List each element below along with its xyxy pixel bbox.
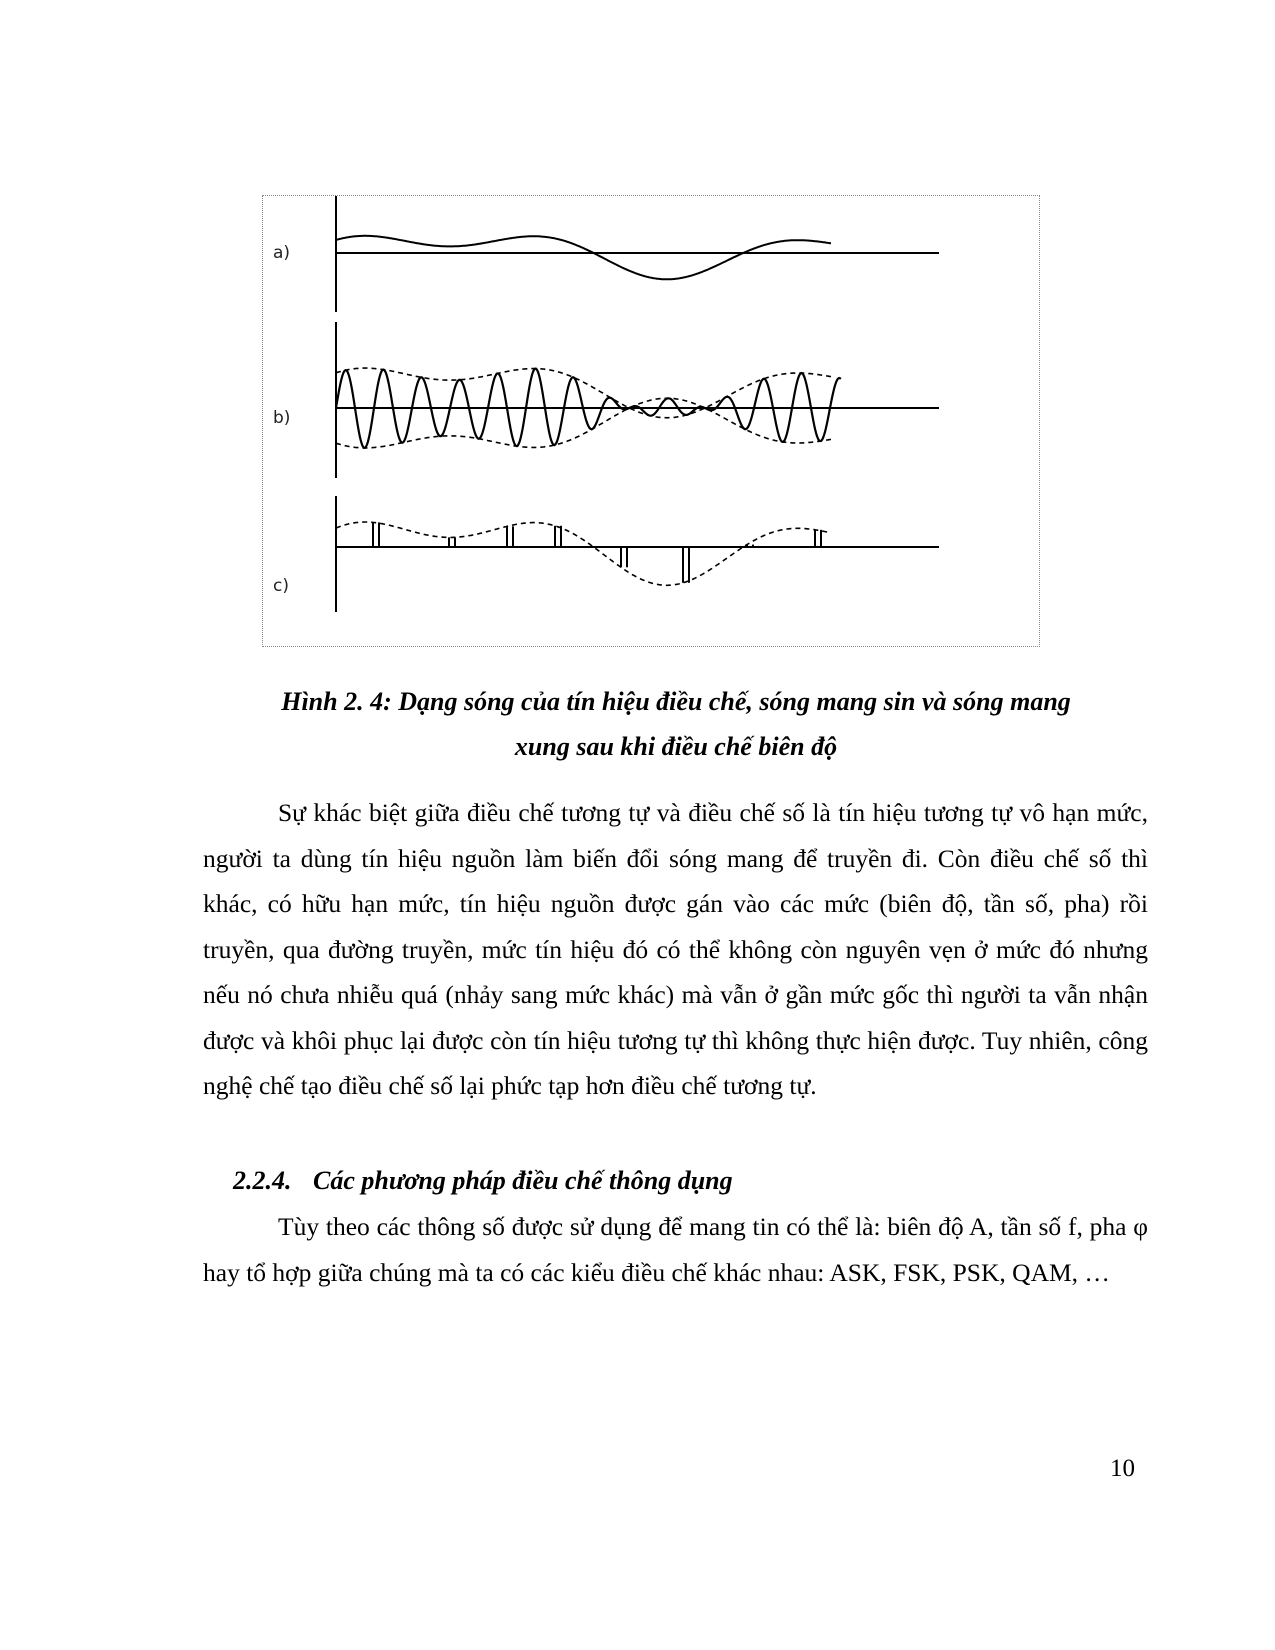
pulse-train bbox=[373, 522, 821, 582]
modulation-waveform-figure bbox=[262, 195, 1040, 647]
panel-label-a: a) bbox=[273, 243, 291, 263]
panel-label-b: b) bbox=[273, 408, 291, 428]
paragraph-1-text: Sự khác biệt giữa điều chế tương tự và điều chế số là tín hiệu tương tự vô hạn mức, người ta dùng tín hiệu nguồn làm biến đổi sóng mang để truyền đi. Còn điều chế số thì khác, có hữu hạn mức, tín hiệu nguồn được gán vào các mức (biên độ, tần số, pha) rồi truyền, qua đường truyền, mức tín hiệu đó có thể không còn nguyên vẹn ở mức đó nhưng nếu nó chưa nhiễu quá (nhảy sang mức khác) mà vẫn ở gần mức gốc thì người ta vẫn nhận được và khôi phục lại được còn tín hiệu tương tự thì không thực hiện được. Tuy nhiên, công nghệ chế tạo điều chế số lại phức tạp hơn điều chế tương tự. bbox=[203, 798, 1148, 1100]
paragraph-2-text: Tùy theo các thông số được sử dụng để mang tin có thể là: biên độ A, tần số f, pha φ hay tổ hợp giữa chúng mà ta có các kiểu điều chế khác nhau: ASK, FSK, PSK, QAM, … bbox=[203, 1212, 1148, 1287]
section-heading bbox=[233, 1161, 733, 1201]
section-number: 2.2.4. bbox=[233, 1166, 292, 1195]
panel-label-c: c) bbox=[273, 576, 289, 596]
section-title: Các phương pháp điều chế thông dụng bbox=[313, 1166, 733, 1195]
paragraph-2 bbox=[203, 1204, 1148, 1295]
paragraph-1 bbox=[203, 790, 1148, 1109]
modulating-signal-curve bbox=[336, 236, 831, 279]
figure-caption-line-2: xung sau khi điều chế biên độ bbox=[514, 732, 838, 761]
pulse-envelope-dashed bbox=[336, 522, 831, 585]
figure-caption-line-1: Hình 2. 4: Dạng sóng của tín hiệu điều chế, sóng mang sin và sóng mang bbox=[281, 687, 1071, 716]
waveform-diagram bbox=[263, 196, 1041, 648]
page-number: 10 bbox=[1110, 1455, 1135, 1482]
